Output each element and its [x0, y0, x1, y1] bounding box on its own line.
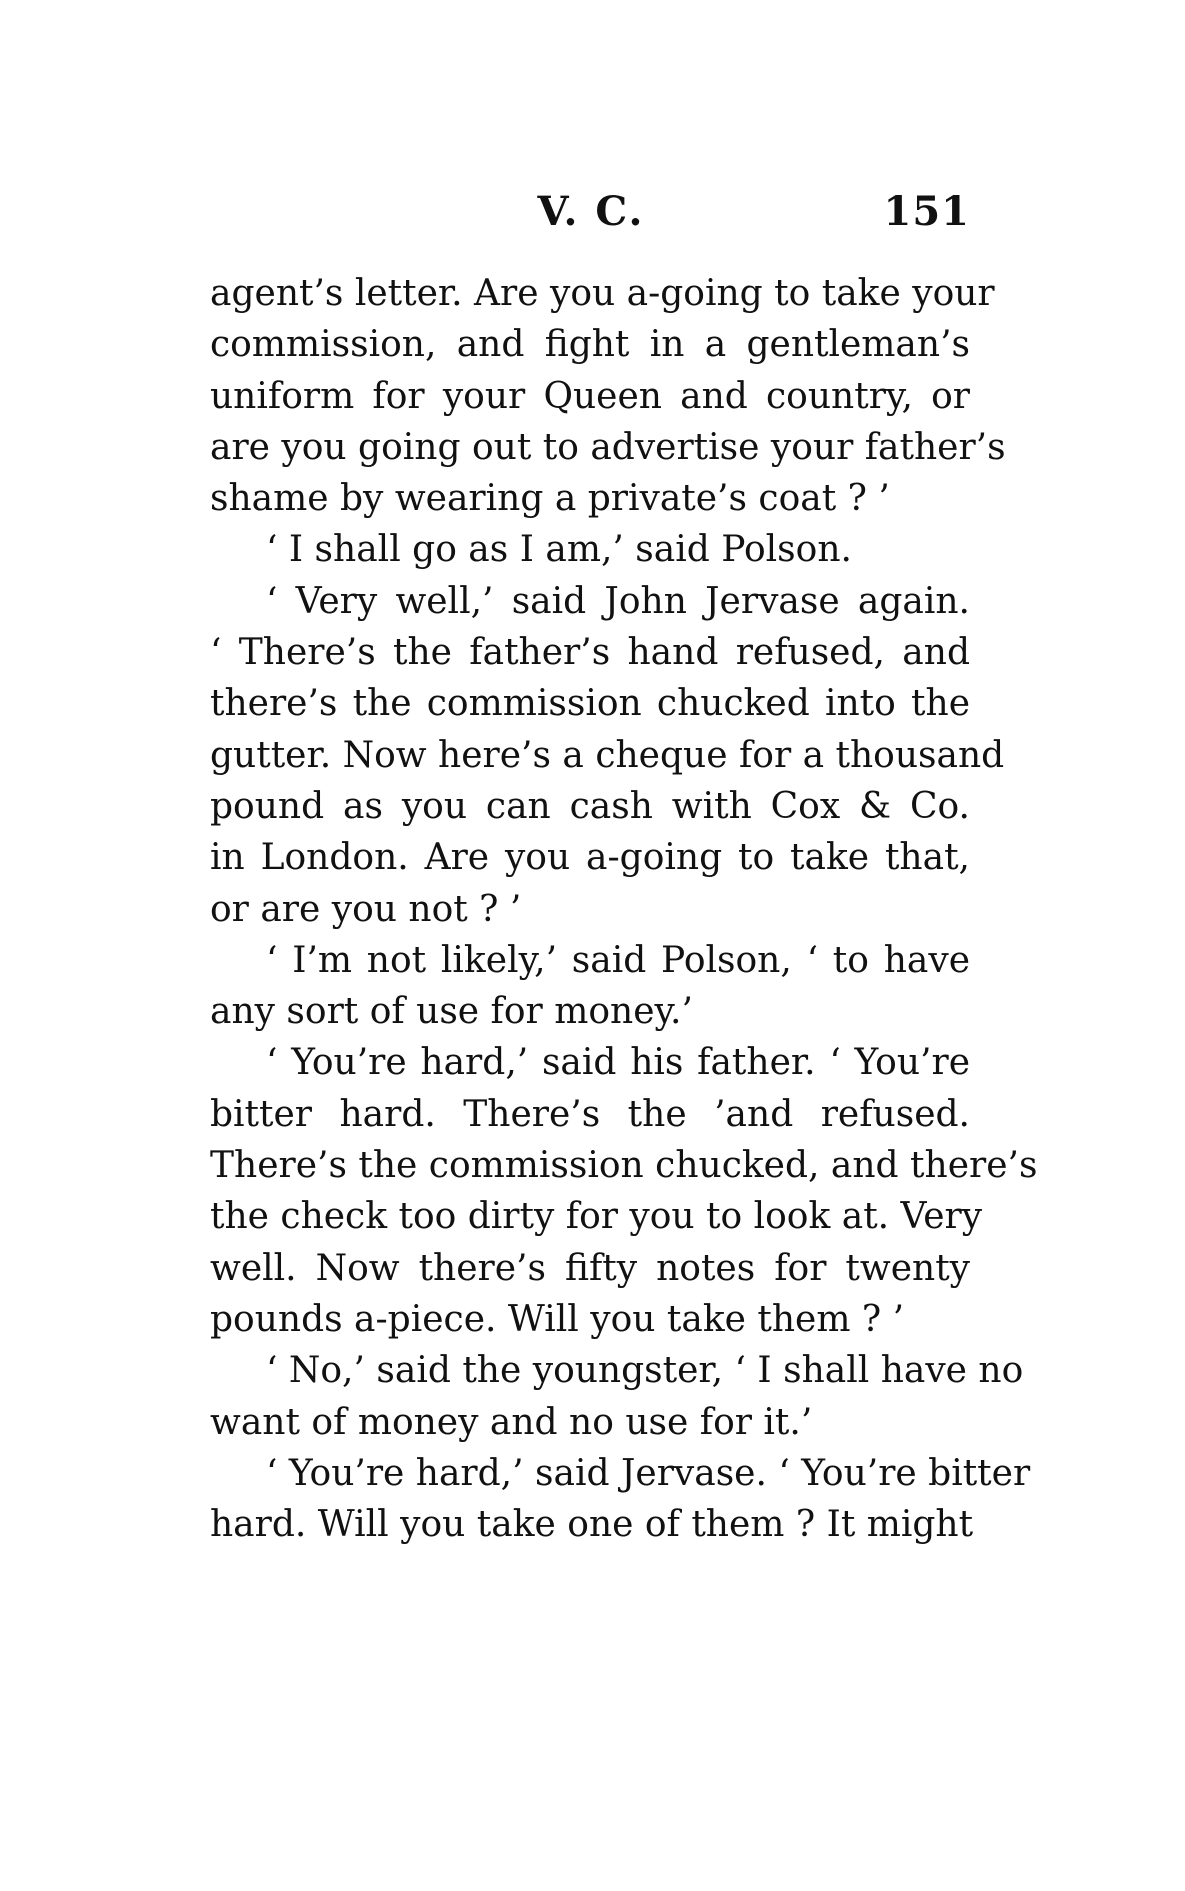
text-line: or are you not ? ’	[210, 888, 522, 930]
text-line: pounds a-piece. Will you take them ? ’	[210, 1298, 905, 1340]
text-line: any sort of use for money.’	[210, 991, 693, 1033]
text-line: ‘ No,’ said the youngster, ‘ I shall have no	[266, 1350, 1024, 1392]
text-line: in London. Are you a-going to take that,	[210, 837, 970, 879]
text-line: hard. Will you take one of them ? It might	[210, 1504, 974, 1546]
text-line: ‘ There’s the father’s hand refused, and	[210, 632, 970, 674]
text-line: want of money and no use for it.’	[210, 1401, 813, 1443]
text-line: pound as you can cash with Cox & Co.	[210, 785, 970, 827]
text-line: bitter hard. There’s the ’and refused.	[210, 1093, 970, 1135]
running-title: V. C.	[537, 188, 645, 235]
text-line: the check too dirty for you to look at. Very	[210, 1196, 983, 1238]
text-line: ‘ I shall go as I am,’ said Polson.	[266, 529, 852, 571]
running-head	[212, 188, 970, 248]
text-line: ‘ You’re hard,’ said his father. ‘ You’re	[266, 1042, 970, 1084]
text-line: ‘ Very well,’ said John Jervase again.	[266, 580, 970, 622]
text-line: uniform for your Queen and country, or	[210, 375, 970, 417]
text-line: shame by wearing a private’s coat ? ’	[210, 478, 890, 520]
text-line: agent’s letter. Are you a-going to take your	[210, 273, 995, 314]
text-line: ‘ I’m not likely,’ said Polson, ‘ to have	[266, 939, 970, 981]
text-line: well. Now there’s fifty notes for twenty	[210, 1247, 970, 1289]
text-line: commission, and fight in a gentleman’s	[210, 324, 970, 366]
page-number: 151	[883, 188, 970, 235]
body-text	[210, 268, 1038, 1550]
text-line: ‘ You’re hard,’ said Jervase. ‘ You’re bitter	[266, 1452, 1031, 1494]
text-line: gutter. Now here’s a cheque for a thousand	[210, 734, 1005, 776]
text-line: are you going out to advertise your father’s	[210, 426, 1006, 468]
text-line: There’s the commission chucked, and there’s	[210, 1145, 1038, 1187]
text-line: there’s the commission chucked into the	[210, 683, 970, 725]
